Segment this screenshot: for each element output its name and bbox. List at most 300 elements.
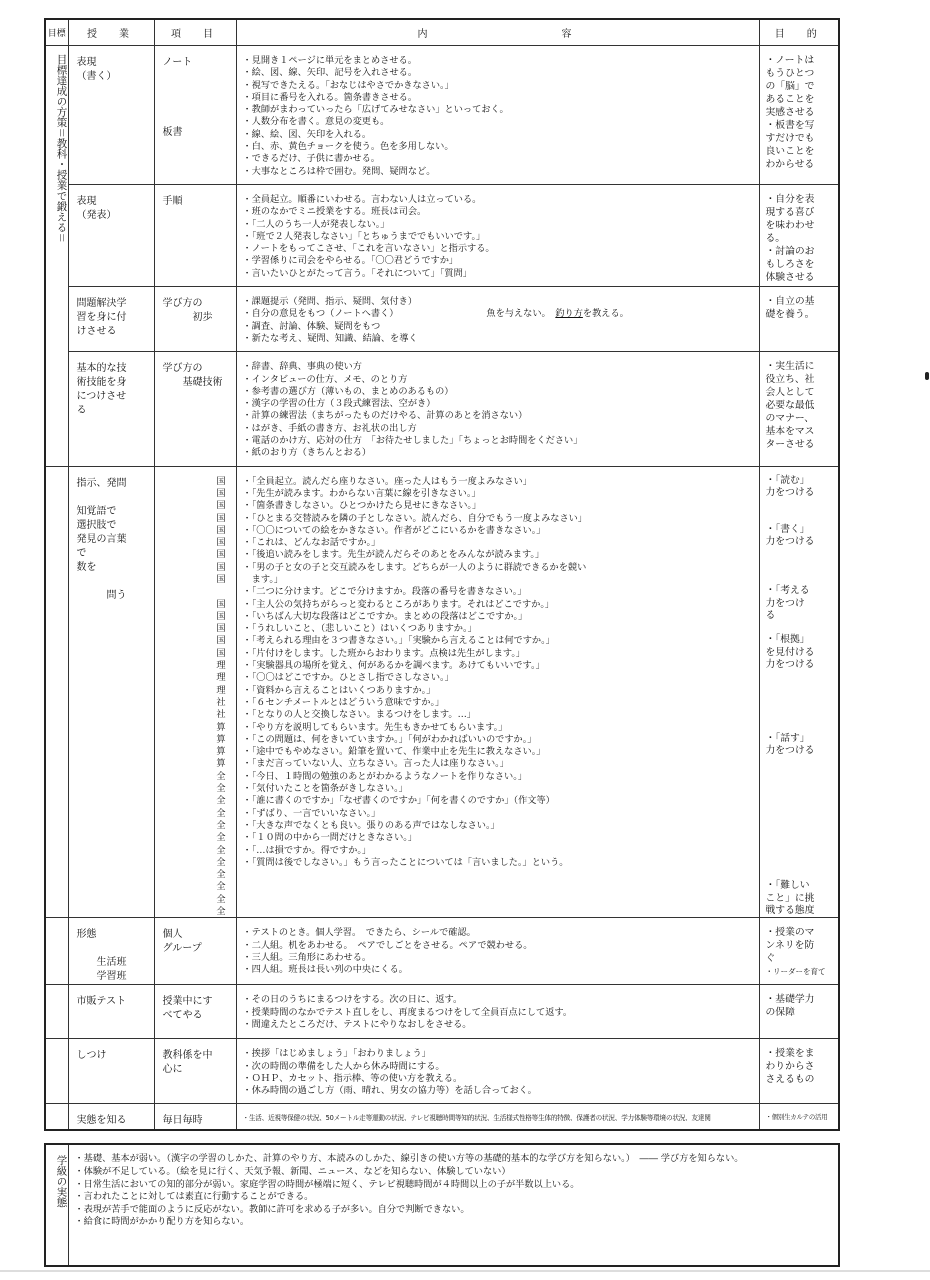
content-item <box>243 574 756 586</box>
content-text: ・紙のおり方（きちんとおる） <box>242 447 372 459</box>
content-text: ・自分の意見をもつ（ノートへ書く） <box>242 308 399 320</box>
scan-mark <box>925 372 929 380</box>
purpose-line: 実感させる <box>765 107 815 118</box>
purpose-line: の保障 <box>765 1007 795 1019</box>
purpose-line: る。 <box>765 232 786 244</box>
content-text: ・休み時間の過ごし方（雨、晴れ、男女の協力等）を話し合っておく。 <box>242 1085 537 1097</box>
content-item <box>243 410 756 422</box>
purpose-line <box>766 770 837 782</box>
note-pre: 魚を与えない。 <box>486 308 547 320</box>
purpose-line <box>766 844 837 856</box>
item-line: グループ <box>162 943 202 955</box>
content-text: ・「誰に書くのですか」「なぜ書くのですか」「何を書くのですか」（作文等） <box>242 795 555 807</box>
content-text: ・生活、近視等保健の状況、50メートル走等運動の状況、テレビ視聴時間等知的状況、生活様式性格等生体的特徴、保護者の状況、学力体験等環境の状況、友達関 <box>242 1114 711 1123</box>
content-text: ・電話のかけ方、応対の仕方 「お待たせしました」「ちょっとお時間をください」 <box>242 435 583 447</box>
class-status-item: ・言われたことに対しては素直に行動することができる。 <box>74 1191 314 1203</box>
purpose-line: ・個別生カルテの活用 <box>765 1113 828 1122</box>
category-line: で <box>76 547 87 559</box>
subject-tag: 国 <box>216 573 226 585</box>
subject-tag: 国 <box>216 635 226 647</box>
content-text: ・班のなかでミニ授業をする。班長は司会。 <box>242 206 427 218</box>
content-item <box>243 820 756 832</box>
content-text: ・「これは、どんなお話ですか。」 <box>242 537 381 549</box>
purpose-line: わからせる <box>765 159 815 170</box>
goal-blank-cell <box>45 918 68 985</box>
purpose-line: ・討論のお <box>765 245 815 257</box>
item-line: 基礎技術 <box>162 377 223 389</box>
content-item <box>243 80 756 92</box>
content-cell <box>236 985 759 1039</box>
content-text: ・見開き１ページに単元をまとめさせる。 <box>242 55 417 66</box>
subject-tag: 全 <box>216 906 226 917</box>
purpose-line: 力をつける <box>765 536 815 548</box>
content-item <box>243 386 756 398</box>
item-line: べてやる <box>162 1010 203 1022</box>
content-item <box>243 500 756 512</box>
item-line: 授業中にす <box>162 996 213 1008</box>
purpose-line: 力をつけ <box>765 597 805 609</box>
content-item <box>243 321 756 333</box>
content-item <box>243 845 756 857</box>
content-cell <box>236 46 759 185</box>
content-text: ・「先生が読みます。わからない言葉に線を引きなさい。」 <box>242 487 481 499</box>
category-line: 実態を知る <box>76 1115 127 1127</box>
purpose-line: わりからさ <box>765 1061 815 1073</box>
purpose-line: 基本をマス <box>765 426 815 438</box>
purpose-line: 力をつける <box>765 486 815 498</box>
content-item <box>243 1048 756 1060</box>
content-text: ・「いちばん大切な段落はどこですか。まとめの段落はどこですか。」 <box>242 610 528 622</box>
content-item <box>243 166 756 178</box>
content-text: ・「となりの人と交換しなさい。まるつけをします。…」 <box>242 709 476 721</box>
purpose-line: ・「話す」 <box>765 732 810 744</box>
purpose-line: ターさせる <box>765 439 815 451</box>
goal-blank-cell <box>45 1104 68 1131</box>
content-text: ・「まだ言っていない人、立ちなさい。言った人は座りなさい。」 <box>242 758 509 770</box>
goal-vertical-label: 目標達成の方策＝教科・授業で鍛える＝ <box>45 46 68 467</box>
subject-tag: 国 <box>216 512 226 524</box>
content-text: ・「〇〇はどこですか。ひとさし指でさしなさい。」 <box>242 672 454 684</box>
goal-blank-cell <box>45 985 68 1039</box>
category-line: 習を身に付 <box>76 312 127 324</box>
class-status-table <box>44 1143 840 1267</box>
item-line <box>163 98 234 112</box>
goal-blank-cell <box>45 466 68 918</box>
category-line <box>77 491 150 505</box>
item-cell <box>154 184 236 286</box>
subject-tag: 国 <box>216 487 226 499</box>
content-item <box>243 648 756 660</box>
content-cell <box>236 184 759 286</box>
item-line <box>163 70 234 84</box>
item-cell <box>154 918 236 985</box>
content-item <box>243 1073 756 1085</box>
table-row <box>45 1039 839 1104</box>
purpose-line <box>766 684 837 696</box>
header-row <box>45 19 839 46</box>
header-item: 項 目 <box>154 19 236 46</box>
content-item <box>243 635 756 647</box>
content-item <box>243 537 756 549</box>
table-row <box>45 46 839 185</box>
category-line: 基本的な技 <box>76 363 127 375</box>
item-cell <box>154 1104 236 1131</box>
content-text: ・白、赤、黄色チョークを使う。色を多用しない。 <box>242 141 454 153</box>
content-text: ・ノートをもってこさせ、「これを言いなさい」と指示する。 <box>242 243 495 255</box>
subject-tag: 国 <box>216 610 226 622</box>
purpose-line <box>766 622 837 634</box>
content-text: ・挨拶「はじめましょう」「おわりましょう」 <box>242 1048 431 1060</box>
content-text: ・授業時間のなかでテスト直しをし、再度まるつけをして全員百点にして返す。 <box>242 1006 573 1018</box>
content-cell <box>236 466 759 918</box>
content-text: ・全員起立。順番にいわせる。言わない人は立っている。 <box>242 193 482 205</box>
subject-tag: 全 <box>216 856 226 868</box>
purpose-line: 役立ち、社 <box>765 374 815 386</box>
content-text: ・ＯＨＰ、カセット、指示棒、等の使い方を教える。 <box>242 1072 463 1084</box>
content-item <box>243 994 756 1006</box>
purpose-line <box>766 499 837 511</box>
content-text: ・「主人公の気持ちがらっと変わるところがあります。それはどこですか。」 <box>242 598 555 610</box>
class-status-item: ・表現が苦手で能面のように反応がない。教師に許可を求める子が多い。自分で判断できない。 <box>74 1203 470 1215</box>
content-text: ・「…は損ですか。得ですか。」 <box>242 844 372 856</box>
content-item <box>243 55 756 67</box>
content-item <box>243 857 756 869</box>
subject-tag: 全 <box>216 807 226 819</box>
lesson-category <box>68 352 154 466</box>
lesson-category <box>68 1039 154 1104</box>
content-item <box>243 92 756 104</box>
content-item <box>243 562 756 574</box>
content-item <box>243 435 756 447</box>
content-text: ・「この問題は、何をきいていますか。」「何がわかればいいのですか。」 <box>242 733 537 745</box>
content-item <box>243 308 756 320</box>
purpose-line <box>766 807 837 819</box>
content-cell <box>236 1039 759 1104</box>
purpose-line: を見付ける <box>765 646 815 658</box>
purpose-line: あることを <box>765 94 815 105</box>
content-item <box>243 685 756 697</box>
table-row <box>45 985 839 1039</box>
purpose-line: こと」に挑 <box>765 892 815 904</box>
content-text: ・「６センチメートルとはどういう意味ですか。」 <box>242 696 445 708</box>
purpose-line: ・「難しい <box>765 880 810 892</box>
purpose-line: もしろさを <box>765 258 815 270</box>
content-text: ・「資料から言えることはいくつありますか。」 <box>242 684 436 696</box>
content-text: ・「大きな声でなくとも良い。張りのある声ではなしなさい。」 <box>242 819 500 831</box>
content-text: ・次の時間の準備をした人から休み時間にする。 <box>242 1060 445 1072</box>
subject-tag: 全 <box>216 783 226 795</box>
purpose-line <box>766 721 837 733</box>
purpose-line: ぐ <box>765 953 776 965</box>
lesson-category <box>68 184 154 286</box>
content-cell <box>236 352 759 466</box>
fishing-note <box>486 308 628 319</box>
purpose-line: の「脳」で <box>765 81 815 92</box>
purpose-line: のマナー、 <box>765 413 815 425</box>
content-text: ・調査、討論、体験、疑問をもつ <box>242 320 381 332</box>
purpose-cell <box>759 985 839 1039</box>
subject-tag: 全 <box>216 881 226 893</box>
subject-tag: 国 <box>216 561 226 573</box>
content-text: ・インタビューの仕方、メモ、のとり方 <box>242 373 408 385</box>
content-text: ・「男の子と女の子と交互読みをします。どちらが一人のように群読できるかを競い <box>242 561 587 573</box>
purpose-line: 体験させる <box>765 271 815 283</box>
category-line: 問題解決学 <box>76 298 127 310</box>
subject-tag: 算 <box>216 733 226 745</box>
purpose-line <box>766 868 837 880</box>
category-line <box>77 575 150 589</box>
content-item <box>243 623 756 635</box>
purpose-line <box>766 671 837 683</box>
item-line <box>163 84 234 98</box>
subject-tag: 算 <box>216 758 226 770</box>
purpose-line: ンネリを防 <box>765 940 815 952</box>
table-row <box>45 918 839 985</box>
subject-tag: 算 <box>216 721 226 733</box>
subject-tag: 国 <box>216 537 226 549</box>
content-item <box>243 268 756 280</box>
content-text: ・大事なところは枠で囲む。発問、疑問など。 <box>242 165 436 177</box>
subject-tag: 全 <box>216 844 226 856</box>
category-line: 市販テスト <box>76 996 127 1008</box>
content-text: ・人数分布を書く。意見の変更も。 <box>242 116 390 128</box>
content-item <box>243 549 756 561</box>
content-item <box>243 586 756 598</box>
subject-tag: 全 <box>216 795 226 807</box>
item-line: 板書 <box>162 127 183 138</box>
item-cell <box>154 985 236 1039</box>
item-line: 毎日毎時 <box>162 1115 203 1127</box>
subject-tag: 全 <box>216 770 226 782</box>
table-row <box>45 184 839 286</box>
purpose-cell <box>759 184 839 286</box>
item-cell <box>154 352 236 466</box>
content-item <box>243 964 756 976</box>
purpose-line <box>766 573 837 585</box>
content-item <box>243 758 756 770</box>
category-line: 問う <box>76 589 127 601</box>
item-line: ノート <box>162 57 193 68</box>
category-line: 指示、発問 <box>76 477 127 489</box>
purpose-line: もうひとつ <box>765 68 815 79</box>
lesson-category <box>68 918 154 985</box>
subject-tag: 全 <box>216 869 226 881</box>
category-line: （書く） <box>76 71 117 82</box>
content-item <box>243 129 756 141</box>
note-underline: 釣り方 <box>555 308 583 320</box>
subject-column <box>154 466 236 918</box>
content-text: ・「ひとまる交替読みを隣の子としなさい。読んだら、自分でもう一度よみなさい」 <box>242 512 588 524</box>
content-item <box>243 1085 756 1097</box>
purpose-cell <box>759 466 839 918</box>
subject-tag: 国 <box>216 598 226 610</box>
content-text: ・項目に番号を入れる。箇条書きさせる。 <box>242 91 418 103</box>
class-status-item: ・体験が不足している。（絵を見に行く、天気予報、新聞、ニュース、などを知らない、体験していない） <box>74 1166 511 1178</box>
content-text: ・四人組。班長は長い列の中央にくる。 <box>242 964 408 976</box>
content-item <box>243 525 756 537</box>
content-item <box>243 940 756 952</box>
item-cell <box>154 46 236 185</box>
purpose-line: る <box>765 609 776 621</box>
content-item <box>243 771 756 783</box>
content-text: ・「ずばり、一言でいいなさい。」 <box>242 807 381 819</box>
content-item <box>243 423 756 435</box>
header-content: 内 容 <box>236 19 759 46</box>
content-item <box>243 296 756 308</box>
content-item <box>243 783 756 795</box>
purpose-line: ・「根拠」 <box>765 634 810 646</box>
content-text: ・参考書の選び方（薄いもの、まとめのあるもの） <box>242 385 454 397</box>
subject-tag: 理 <box>216 660 226 672</box>
content-item <box>243 1113 756 1123</box>
content-text: ・「箇条書きしなさい。ひとつかけたら見せにきなさい。」 <box>242 500 482 512</box>
content-text: ・課題提示（発問、指示、疑問、気付き） <box>242 296 418 308</box>
item-line: 個人 <box>162 929 183 941</box>
purpose-line: ・授業をま <box>765 1048 815 1060</box>
class-status-label: 学級の実態 <box>45 1144 68 1266</box>
subject-tag: 社 <box>216 696 226 708</box>
purpose-line: ・ノートは <box>765 55 815 66</box>
content-text: ・「途中でもやめなさい。鉛筆を置いて、作業中止を先生に教えなさい。」 <box>242 746 546 758</box>
content-item <box>243 219 756 231</box>
subject-tag: 国 <box>216 549 226 561</box>
content-text: ・言いたいひとがたって言う。「それについて」「質問」 <box>242 267 472 279</box>
item-line: 心に <box>162 1064 183 1076</box>
content-item <box>243 672 756 684</box>
subject-tag: 国 <box>216 524 226 536</box>
category-line: 選択肢で <box>76 519 117 531</box>
subject-tag: 国 <box>216 500 226 512</box>
purpose-line: ・基礎学力 <box>765 994 815 1006</box>
purpose-line <box>766 757 837 769</box>
purpose-line: 戦する態度 <box>765 905 815 916</box>
document-sheet <box>44 18 838 1267</box>
category-line: 生活班 <box>76 957 127 969</box>
content-cell <box>236 287 759 352</box>
purpose-line: を味わわせ <box>765 219 815 231</box>
subject-tag: 全 <box>216 819 226 831</box>
content-item <box>243 1007 756 1019</box>
category-line: しつけ <box>76 1050 107 1062</box>
strategy-table <box>44 18 840 1131</box>
content-text: ・「実験器具の場所を覚え、何があるかを調べます。あけてもいいです。」 <box>242 660 545 672</box>
content-item <box>243 599 756 611</box>
lesson-category <box>68 46 154 185</box>
content-item <box>243 808 756 820</box>
content-item <box>243 476 756 488</box>
purpose-line <box>766 856 837 868</box>
purpose-line: 力をつける <box>765 659 815 671</box>
content-item <box>243 952 756 964</box>
purpose-line: 礎を養う。 <box>765 309 815 321</box>
category-line <box>77 942 150 956</box>
purpose-line: ・「読む」 <box>765 474 810 486</box>
content-text: ・「１０問の中から一問だけときなさい。」 <box>242 832 418 844</box>
content-item <box>243 927 756 939</box>
content-cell <box>236 1104 759 1131</box>
purpose-line: ・リーダーを育て <box>765 967 826 977</box>
purpose-cell <box>759 918 839 985</box>
purpose-line <box>766 708 837 720</box>
category-line: （発表） <box>76 209 117 221</box>
purpose-line: 現する喜び <box>765 206 815 218</box>
content-text: ・視写できたえる。「おなじはやさでかきなさい。」 <box>242 79 454 91</box>
category-line: 術技能を身 <box>76 377 127 389</box>
category-line: 表現 <box>76 57 97 68</box>
purpose-line <box>766 819 837 831</box>
content-item <box>243 488 756 500</box>
table-row <box>45 1104 839 1131</box>
content-item <box>243 194 756 206</box>
content-cell <box>236 918 759 985</box>
content-item <box>243 697 756 709</box>
purpose-line <box>766 548 837 560</box>
content-text: ・「やり方を説明してもらいます。先生もきかせてもらいます。」 <box>242 721 508 733</box>
content-text: ・はがき、手紙の書き方、お礼状の出し方 <box>242 422 417 434</box>
content-text: ます。」 <box>242 573 284 585</box>
category-line: る <box>76 405 87 417</box>
content-item <box>243 141 756 153</box>
purpose-cell <box>759 1039 839 1104</box>
content-text: ・できるだけ、子供に書かせる。 <box>242 153 380 165</box>
content-item <box>243 153 756 165</box>
content-item <box>243 447 756 459</box>
subject-tag <box>216 586 225 598</box>
item-line: 学び方の <box>162 298 203 310</box>
purpose-line <box>766 561 837 573</box>
table-row <box>45 466 839 918</box>
purpose-line: ・「考える <box>765 585 810 597</box>
purpose-line: 良いことを <box>765 146 815 157</box>
category-line: につけさせ <box>76 391 127 403</box>
content-text: ・「今日、１時間の勉強のあとがわかるようなノートを作りなさい。」 <box>242 770 528 782</box>
content-item <box>243 67 756 79</box>
purpose-line: ・「書く」 <box>765 523 810 535</box>
content-text: ・「考えられる理由を３つ書きなさい。」「実験から言えることは何ですか。」 <box>242 635 555 647</box>
table-row <box>45 352 839 466</box>
purpose-line: さえるもの <box>765 1074 815 1086</box>
purpose-cell <box>759 287 839 352</box>
content-item <box>243 116 756 128</box>
category-line: 数を <box>76 561 97 573</box>
header-purpose: 目 的 <box>759 19 839 46</box>
lesson-category <box>68 287 154 352</box>
category-line: 発見の言葉 <box>76 533 127 545</box>
content-item <box>243 374 756 386</box>
header-lesson: 授 業 <box>68 19 154 46</box>
category-line: 知覚語で <box>76 505 117 517</box>
category-line: 表現 <box>76 195 97 207</box>
content-item <box>243 832 756 844</box>
content-text: ・「全員起立。読んだら座りなさい。座った人はもう一度よみなさい」 <box>242 475 532 487</box>
content-text: ・辞書、辞典、事典の使い方 <box>242 361 362 373</box>
content-text: ・「片付けをします。した班からおわります。点検は先生がします。」 <box>242 647 526 659</box>
item-line: 初歩 <box>162 312 213 324</box>
content-text: ・間違えたところだけ、テストにやりなおしをさせる。 <box>242 1018 472 1030</box>
content-item <box>243 255 756 267</box>
content-text: ・学習係りに司会をやらせる。「〇〇君どうですか」 <box>242 255 459 267</box>
category-line: 形態 <box>76 929 97 941</box>
content-item <box>243 1061 756 1073</box>
subject-tag: 全 <box>216 893 226 905</box>
category-line: 学習班 <box>76 971 127 983</box>
content-text: ・二人組。机をあわせる。 ペアでしごとをさせる。ペアで競わせる。 <box>242 939 533 951</box>
content-item <box>243 660 756 672</box>
class-status-item: ・日常生活においての知的部分が弱い。家庭学習の時間が極端に短く、テレビ視聴時間が４時間以上の子が半数以上いる。 <box>74 1178 580 1190</box>
note-post: を教える。 <box>582 308 629 320</box>
content-text: ・三人組。三角形にあわせる。 <box>242 951 372 963</box>
content-item <box>243 746 756 758</box>
